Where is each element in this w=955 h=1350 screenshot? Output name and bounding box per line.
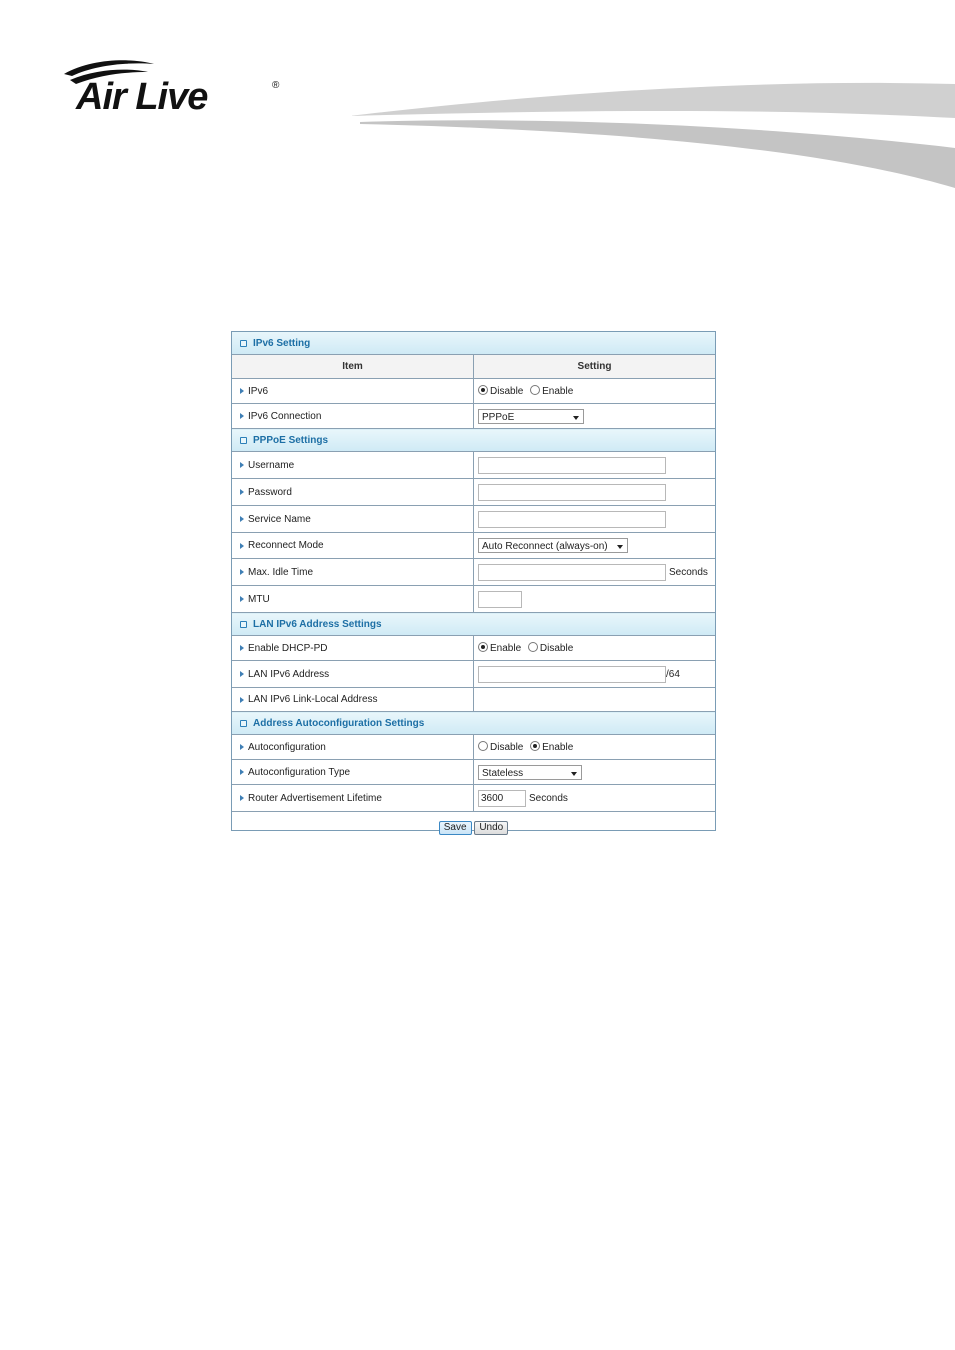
section-title: IPv6 Setting [232,332,715,355]
row-reconnect-mode [232,533,715,559]
autoconfiguration-label: Autoconfiguration [232,735,474,760]
ipv6-enable-label: Enable [542,386,574,397]
link-local-address-label: LAN IPv6 Link-Local Address [232,688,474,712]
save-button[interactable]: Save [439,821,472,835]
username-input[interactable] [478,457,666,474]
header-setting: Setting [474,355,716,379]
row-autoconfiguration-type [232,760,715,785]
airlive-logo [62,56,292,120]
service-name-input[interactable] [478,511,666,528]
ipv6-disable-label: Disable [490,386,524,397]
lan-ipv6-address-label: LAN IPv6 Address [232,661,474,688]
row-username [232,452,715,479]
username-label: Username [232,452,474,479]
ipv6-label: IPv6 [232,379,474,404]
reconnect-mode-value: Auto Reconnect (always-on) [482,541,608,552]
ipv6-disable-radio[interactable] [478,385,488,395]
header-swoosh-graphic [350,78,955,193]
dhcp-pd-enable-radio[interactable] [478,642,488,652]
max-idle-time-input[interactable] [478,564,666,581]
dhcp-pd-enable-label: Enable [490,643,522,654]
reconnect-mode-select[interactable] [478,538,628,553]
dhcp-pd-disable-label: Disable [539,643,574,654]
dhcp-pd-disable-radio[interactable] [528,642,538,652]
row-service-name [232,506,715,533]
row-enable-dhcp-pd [232,636,715,661]
link-local-address-value [474,688,716,712]
section-title: PPPoE Settings [232,429,715,452]
password-input[interactable] [478,484,666,501]
max-idle-time-label: Max. Idle Time [232,559,474,586]
section-title: Address Autoconfiguration Settings [232,712,715,735]
table-header [232,355,715,379]
password-label: Password [232,479,474,506]
ra-lifetime-unit: Seconds [529,792,568,804]
ipv6-connection-label: IPv6 Connection [232,404,474,429]
autoconf-disable-label: Disable [490,742,524,753]
ra-lifetime-label: Router Advertisement Lifetime [232,785,474,812]
row-lan-ipv6-address [232,661,715,688]
enable-dhcp-pd-label: Enable DHCP-PD [232,636,474,661]
ipv6-connection-value: PPPoE [482,411,515,423]
row-password [232,479,715,506]
autoconf-enable-radio[interactable] [530,741,540,751]
dropdown-arrow-icon [617,545,623,549]
ipv6-settings-panel [231,331,716,831]
row-ipv6-connection [232,404,715,429]
max-idle-time-unit: Seconds [669,566,708,578]
section-pppoe [232,429,715,452]
row-ra-lifetime [232,785,715,812]
ipv6-connection-select[interactable] [478,409,584,424]
mtu-input[interactable] [478,591,522,608]
row-max-idle-time [232,559,715,586]
row-link-local-address [232,688,715,712]
dropdown-arrow-icon [571,772,577,776]
dropdown-arrow-icon [573,416,579,420]
reconnect-mode-label: Reconnect Mode [232,533,474,559]
autoconfiguration-type-label: Autoconfiguration Type [232,760,474,785]
section-title: LAN IPv6 Address Settings [232,613,715,636]
section-ipv6-setting [232,332,715,355]
row-ipv6 [232,379,715,404]
logo-text: Air Live [76,76,208,118]
section-autoconfiguration [232,712,715,735]
header-item: Item [232,355,474,379]
mtu-label: MTU [232,586,474,613]
autoconfiguration-type-select[interactable] [478,765,582,780]
prefix-length: /64 [666,668,680,680]
autoconf-enable-label: Enable [542,742,574,753]
lan-ipv6-address-input[interactable] [478,666,666,683]
undo-button[interactable]: Undo [474,821,508,835]
row-mtu [232,586,715,613]
registered-mark: ® [272,80,280,91]
ra-lifetime-input[interactable]: 3600 [478,790,526,807]
section-lan-ipv6 [232,613,715,636]
ipv6-enable-radio[interactable] [530,385,540,395]
row-actions [232,812,715,844]
row-autoconfiguration [232,735,715,760]
autoconf-disable-radio[interactable] [478,741,488,751]
service-name-label: Service Name [232,506,474,533]
autoconfiguration-type-value: Stateless [482,767,524,779]
